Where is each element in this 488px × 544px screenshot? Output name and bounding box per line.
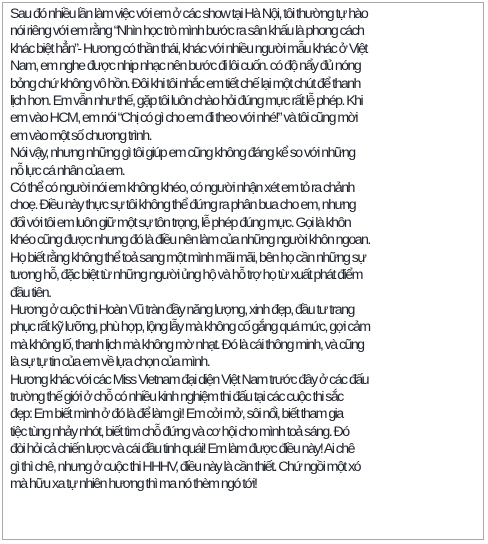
text-line: choẹ. Điều này thực sự tôi không thể đứng ra phân bua cho em, nhưng <box>10 197 356 214</box>
text-line: đầu tiên. <box>10 284 51 301</box>
text-line: Nam, em nghe được nhịp nhạc nên bước đi lôi cuốn. có độ nẩy đủ nóng <box>10 58 361 75</box>
text-line: nỗ lực cá nhân của em. <box>10 162 125 179</box>
text-line: phục rất kỹ lưỡng, phù hợp, lộng lẫy mà không cố gắng quá mức, gợi cảm <box>10 319 370 336</box>
text-line: Họ biết rằng không thể toả sang một mình mãi mãi, bên họ cần những sự <box>10 249 366 266</box>
paragraph-5 <box>10 372 484 494</box>
text-line: khác biệt hẳn”- Hương có thần thái, khác với nhiều người mẫu khác ở Việt <box>10 40 367 57</box>
post-frame <box>2 2 484 540</box>
text-line: Hương khác với các Miss Vietnam đại diện Việt Nam trước đây ở các đấu <box>10 371 368 388</box>
text-line: đẹp: Em biết mình ở đó là để làm gì! Em cởi mở, sôi nổi, biết tham gia <box>10 406 343 423</box>
text-line: khéo cũng được nhưng đó là điều nên làm của những người khôn ngoan. <box>10 232 370 249</box>
post-body <box>10 6 484 493</box>
paragraph-4 <box>10 302 484 372</box>
text-line: nói riêng với em rằng “Nhìn học trò mình bước ra sân khấu là phong cách <box>10 23 364 40</box>
text-line: mà không lố, thanh lịch mà không mờ nhạt. Đó là cái thông minh, và cũng <box>10 336 364 353</box>
text-line: Sau đó nhiều lần làm việc với em ở các show tại Hà Nội, tôi thường tự hào <box>10 6 368 22</box>
text-line: Có thể có người nói em không khéo, có người nhận xét em tỏ ra chảnh <box>10 180 354 197</box>
text-line: em vào một số chương trình. <box>10 127 151 144</box>
paragraph-1 <box>10 6 484 145</box>
text-line: lịch hơn. Em vẫn như thế, gặp tôi luôn chào hỏi đúng mực rất lễ phép. Khi <box>10 93 363 110</box>
text-line: đòi hỏi cả chiến lược và cái đầu tinh quái! Em làm được điều này! Ai chê <box>10 441 354 458</box>
text-line: mà hữu xa tự nhiên hương thì ma nó thèm ngó tới! <box>10 475 257 492</box>
text-line: đối với tôi em luôn giữ một sự tôn trọng, lễ phép đúng mực. Gọi là khôn <box>10 214 351 231</box>
text-line: em vào HCM, em nói “Chị có gì cho em đi theo với nhé!” và tôi cũng mời <box>10 110 357 127</box>
text-line: Hương ở cuộc thi Hoàn Vũ tràn đầy năng lượng, xinh đẹp, đầu tư trang <box>10 301 354 318</box>
text-line: gì thì chê, nhưng ở cuộc thi HHHV, điều này là cần thiết. Chứ ngồi một xó <box>10 458 360 475</box>
text-line: trường thế giới ở chỗ có nhiều kinh nghiệm thi đấu tại các cuộc thi sắc <box>10 388 343 405</box>
text-line: tiệc tùng nhảy nhót, biết tìm chỗ đứng và cơ hội cho mình toả sáng. Đó <box>10 423 349 440</box>
text-line: là sự tự tin của em về lựa chọn của mình. <box>10 354 210 371</box>
paragraph-2 <box>10 145 484 180</box>
text-line: tương hỗ, đặc biệt từ những người ủng hộ và hỗ trợ họ từ xuất phát điểm <box>10 267 362 284</box>
paragraph-3 <box>10 180 484 302</box>
text-line: bỏng chứ không vô hồn. Đôi khi tôi nhắc em tiết chế lại một chút để thanh <box>10 75 360 92</box>
text-line: Nói vậy, nhưng những gì tôi giúp em cũng không đáng kể so với những <box>10 145 355 162</box>
